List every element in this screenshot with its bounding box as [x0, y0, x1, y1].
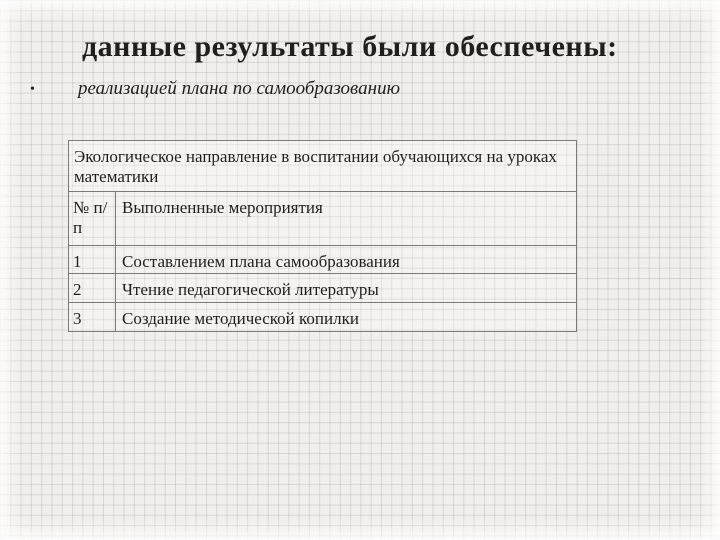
table-header: Экологическое направление в воспитании обучающихся на уроках математики	[68, 140, 577, 192]
column-header-number: № п/п	[73, 198, 108, 237]
table-row	[68, 274, 577, 303]
column-divider	[115, 246, 116, 273]
slide-title: данные результаты были обеспечены:	[82, 30, 618, 63]
row-text: Чтение педагогической литературы	[122, 280, 379, 299]
table-row	[68, 303, 577, 332]
column-divider	[115, 274, 116, 302]
bullet-text: реализацией плана по самообразованию	[78, 78, 400, 99]
column-header-activities: Выполненные мероприятия	[122, 198, 323, 217]
row-number: 2	[73, 280, 82, 299]
column-divider	[115, 192, 116, 245]
activities-table	[68, 140, 577, 332]
column-divider	[115, 303, 116, 331]
row-number: 1	[73, 252, 82, 271]
table-row	[68, 246, 577, 274]
row-number: 3	[73, 309, 82, 328]
row-text: Создание методической копилки	[122, 309, 359, 328]
bullet-marker: •	[30, 82, 35, 97]
row-text: Составлением плана самообразования	[122, 252, 400, 271]
table-column-headers	[68, 192, 577, 246]
